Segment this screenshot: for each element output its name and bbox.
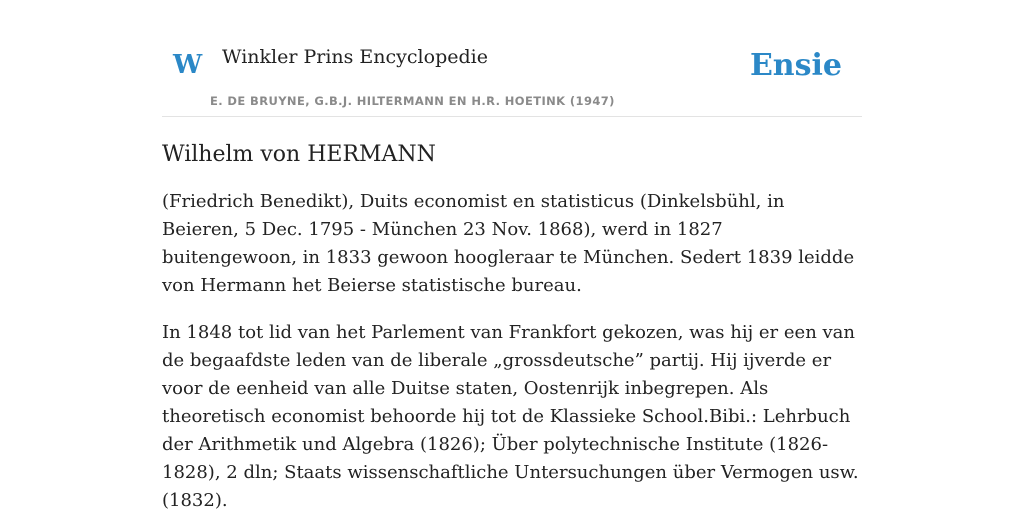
article-paragraph: In 1848 tot lid van het Parlement van Frankfort gekozen, was hij er een van de begaafdste leden van de liberale „grossdeutsche” partij. Hij ijverde er voor de eenheid van alle Duitse staten, Oostenrijk inbegrepen. Als theoretisch economist behoorde hij tot de Klassieke School.Bibi.: Lehrbuch der Arithmetik und Algebra (1826); Über polytechnische Institute (1826-1828), 2 dln; Staats wissenschaftliche Untersuchungen über Vermogen usw. (1832). <box>162 322 859 511</box>
ensie-brand-logo[interactable]: Ensie <box>749 48 842 83</box>
article-title: Wilhelm von HERMANN <box>162 142 436 167</box>
source-authors: E. DE BRUYNE, G.B.J. HILTERMANN EN H.R. HOETINK (1947) <box>210 94 615 108</box>
source-header <box>162 0 862 117</box>
article <box>162 138 862 512</box>
article-paragraph: (Friedrich Benedikt), Duits economist en statisticus (Dinkelsbühl, in Beieren, 5 Dec. 1795 - München 23 Nov. 1868), werd in 1827 buitengewoon, in 1833 gewoon hoogleraar te München. Sedert 1839 leidde von Hermann het Beierse statistische bureau. <box>162 191 855 296</box>
winkler-prins-logo-icon[interactable]: W <box>173 50 203 80</box>
source-title[interactable]: Winkler Prins Encyclopedie <box>222 46 488 68</box>
